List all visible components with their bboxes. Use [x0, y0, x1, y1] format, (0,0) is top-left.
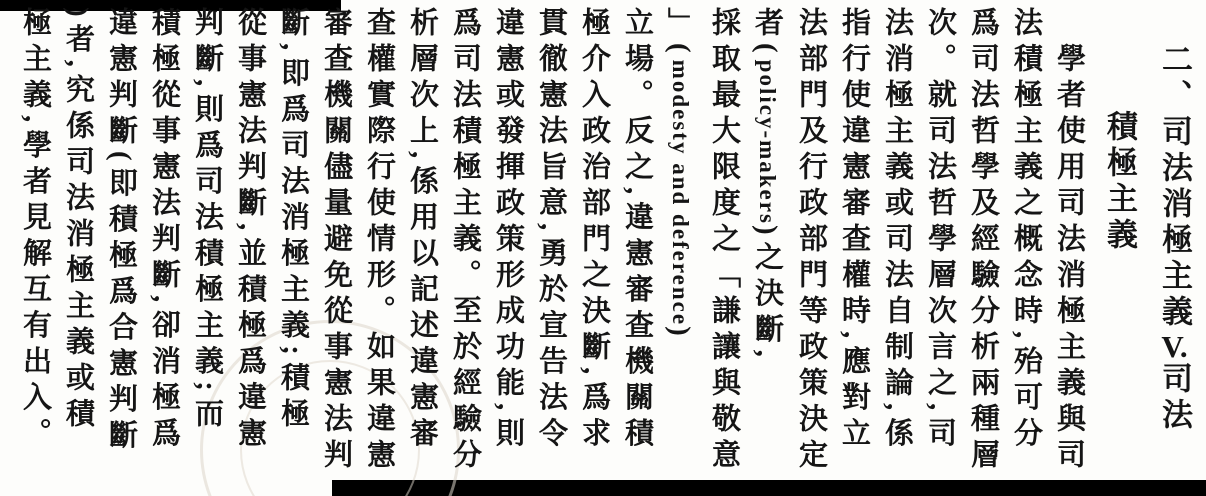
cjk-run: 貫徹憲法旨意,勇於宣告法令 — [535, 7, 567, 454]
cjk-run: 極主義,學者見解互有出入。 — [19, 7, 51, 454]
cjk-run: 積極從事憲法判斷,卻消極爲 — [148, 7, 180, 454]
text-column — [56, 7, 99, 489]
cjk-run: 法積極主義之概念時,殆可分 — [1010, 7, 1042, 454]
text-column — [228, 7, 271, 489]
text-column — [443, 7, 486, 489]
text-column — [529, 7, 572, 489]
heading-column — [1152, 7, 1196, 489]
cjk-run: 極介入政治部門之決斷,爲求 — [578, 7, 610, 454]
cjk-run: 爲司法哲學及經驗分析兩種層 — [967, 7, 999, 475]
text-column — [1004, 7, 1047, 489]
text-column — [572, 7, 615, 489]
cjk-run: 積極主義 — [1102, 110, 1137, 254]
text-column — [961, 7, 1004, 489]
text-column — [314, 7, 357, 489]
cjk-run: 」( — [664, 7, 696, 60]
text-column — [832, 7, 875, 489]
cjk-run: 斷,即爲司法消極主義;積極 — [277, 7, 309, 434]
latin-run: policy-makers — [755, 59, 780, 225]
text-column — [271, 7, 314, 489]
cjk-run: 立場。反之,違憲審查機關積 — [621, 7, 653, 454]
cjk-run: 違憲或發揮政策形成功能,則 — [492, 7, 524, 454]
text-column — [702, 7, 745, 489]
cjk-run: 二、司法消極主義 — [1157, 43, 1192, 331]
cjk-run: 查權實際行使情形。如果違憲 — [363, 7, 395, 475]
text-column — [918, 7, 961, 489]
cjk-run: ) — [664, 326, 696, 343]
text-column — [658, 7, 702, 489]
cjk-run: )之決斷, — [751, 224, 783, 364]
cjk-run: 法消極主義或司法自制論,係 — [881, 7, 913, 454]
cjk-run: 爲司法積極主義。至於經驗分 — [449, 7, 481, 475]
text-column — [789, 7, 832, 489]
cjk-run: 析層次上,係用以記述違憲審 — [406, 7, 438, 454]
text-column — [13, 7, 56, 489]
cjk-run: 司法 — [1157, 362, 1192, 434]
cjk-run: )者,究係司法消極主義或積 — [62, 7, 94, 434]
cjk-run: 從事憲法判斷,並積極爲違憲 — [234, 7, 266, 454]
text-column — [486, 7, 529, 489]
cjk-run: 法部門及行政部門等政策決定 — [795, 7, 827, 475]
cjk-run: 違憲判斷(即積極爲合憲判斷 — [105, 7, 137, 456]
latin-run: modesty and deference — [668, 59, 693, 327]
cjk-run: 學者使用司法消極主義與司 — [1053, 43, 1085, 475]
text-column — [875, 7, 918, 489]
text-column — [142, 7, 185, 489]
cjk-run: 者( — [751, 7, 783, 60]
cjk-run: 指行使違憲審查權時,應對立 — [838, 7, 870, 454]
upright-run: V. — [1161, 331, 1188, 362]
text-column — [400, 7, 443, 489]
text-column — [99, 7, 142, 489]
cjk-run: 次。就司法哲學層次言之,司 — [924, 7, 956, 454]
text-column — [357, 7, 400, 489]
text-column — [185, 7, 228, 489]
text-column — [745, 7, 789, 489]
text-column — [1047, 7, 1090, 489]
text-column — [615, 7, 658, 489]
cjk-run: 審查機關儘量避免從事憲法判 — [320, 7, 352, 475]
cjk-run: 判斷,則爲司法積極主義;而 — [191, 7, 223, 434]
text-flow — [13, 7, 1196, 489]
heading-column — [1097, 7, 1141, 489]
cjk-run: 採取最大限度之「謙讓與敬意 — [708, 7, 740, 475]
